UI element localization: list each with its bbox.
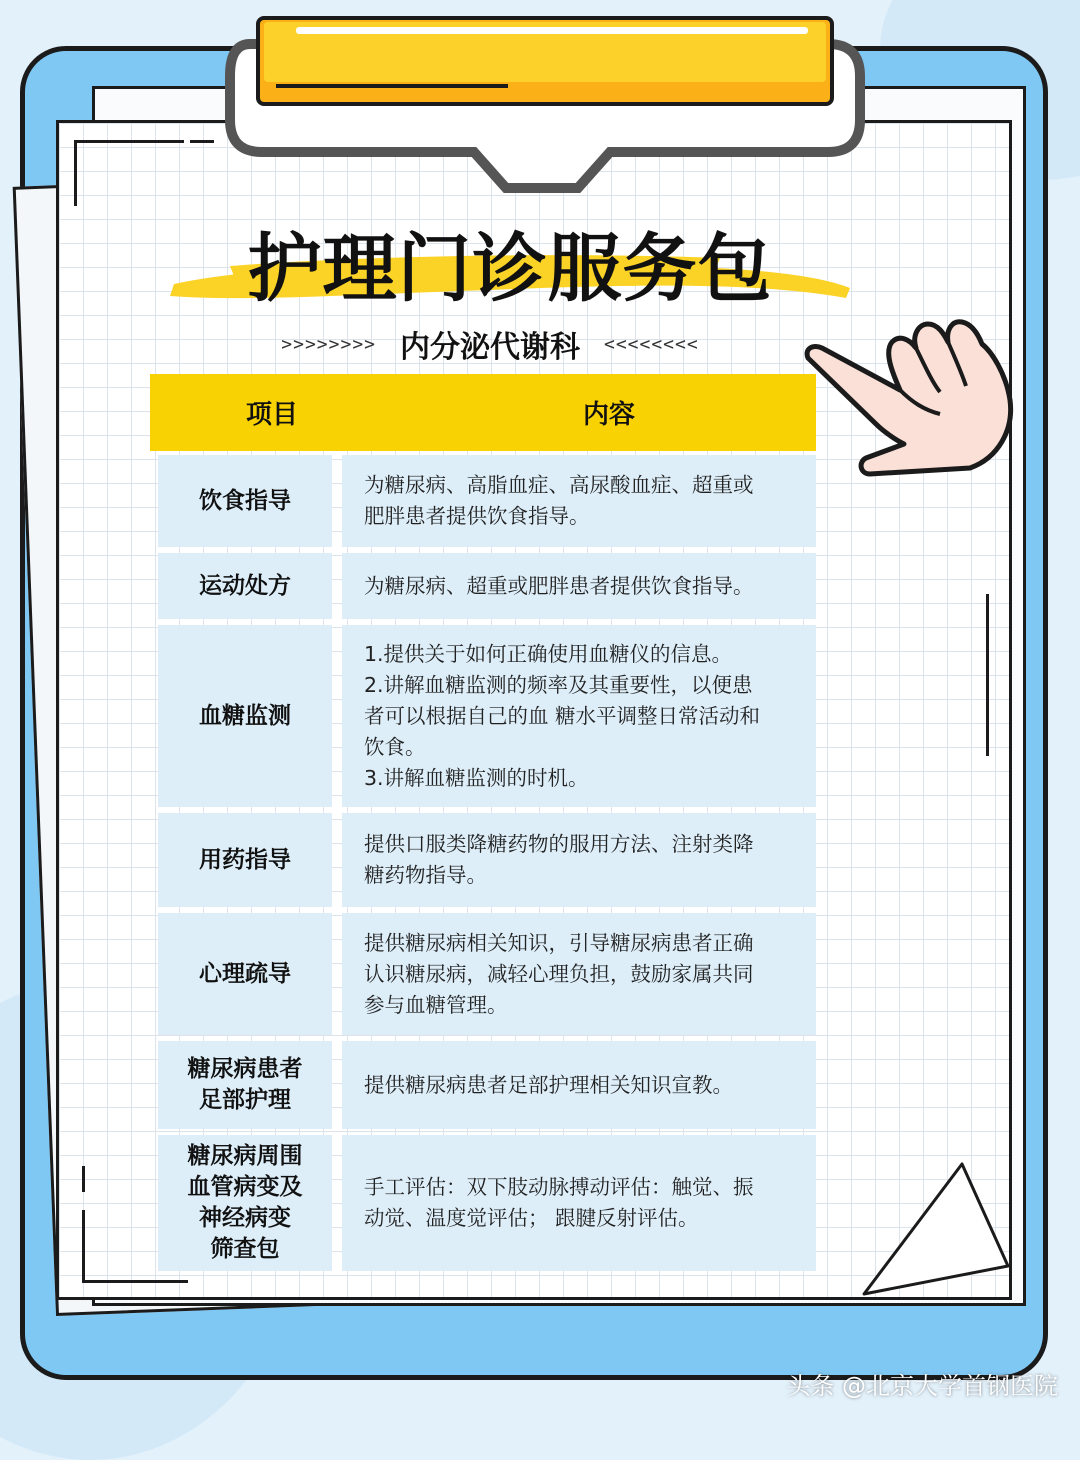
- content-cell: 1.提供关于如何正确使用血糖仪的信息。 2.讲解血糖监测的频率及其重要性，以便患 者可以根据自己的血 糖水平调整日常活动和 饮食。 3.讲解血糖监测的时机。: [342, 625, 816, 807]
- item-cell: 用药指导: [158, 813, 332, 907]
- pointing-hand-icon: [800, 312, 1018, 482]
- table-row: [150, 625, 816, 807]
- item-cell: 血糖监测: [158, 625, 332, 807]
- item-cell: 糖尿病患者 足部护理: [158, 1041, 332, 1129]
- item-cell: 糖尿病周围 血管病变及 神经病变 筛查包: [158, 1135, 332, 1271]
- content-cell: 提供口服类降糖药物的服用方法、注射类降 糖药物指导。: [342, 813, 816, 907]
- sketch-line: [82, 1166, 85, 1192]
- table-row: [150, 1041, 816, 1129]
- department-header: [240, 322, 740, 366]
- sketch-line: [986, 594, 989, 756]
- content-cell: 为糖尿病、高脂血症、高尿酸血症、超重或 肥胖患者提供饮食指导。: [342, 455, 816, 547]
- service-table: [150, 374, 816, 1271]
- table-row: [150, 913, 816, 1035]
- item-cell: 心理疏导: [158, 913, 332, 1035]
- watermark: 头条 @北京大学首钢医院: [786, 1372, 1058, 1400]
- sketch-line: [74, 140, 77, 206]
- page-title: 护理门诊服务包: [247, 226, 773, 312]
- table-row: [150, 553, 816, 619]
- table-row: [150, 813, 816, 907]
- header-content: 内容: [582, 400, 635, 430]
- table-row: [150, 1135, 816, 1271]
- table-header: [150, 374, 816, 451]
- clipboard-clip-icon: [220, 10, 870, 200]
- sketch-line: [82, 1280, 188, 1283]
- folded-corner: [862, 1160, 1012, 1300]
- header-item: 项目: [245, 400, 298, 430]
- sketch-line: [82, 1210, 85, 1282]
- right-arrows: <<<<<<<<: [604, 333, 699, 355]
- table-row: [150, 455, 816, 547]
- content-cell: 手工评估：双下肢动脉搏动评估：触觉、振 动觉、温度觉评估； 跟腱反射评估。: [342, 1135, 816, 1271]
- department-name: 内分泌代谢科: [400, 330, 580, 365]
- content-cell: 提供糖尿病相关知识，引导糖尿病患者正确 认识糖尿病，减轻心理负担，鼓励家属共同 参与血糖管理。: [342, 913, 816, 1035]
- content-cell: 为糖尿病、超重或肥胖患者提供饮食指导。: [342, 553, 816, 619]
- content-cell: 提供糖尿病患者足部护理相关知识宣教。: [342, 1041, 816, 1129]
- item-cell: 饮食指导: [158, 455, 332, 547]
- sketch-line: [190, 140, 214, 143]
- left-arrows: >>>>>>>>: [281, 333, 376, 355]
- item-cell: 运动处方: [158, 553, 332, 619]
- sketch-line: [74, 140, 184, 143]
